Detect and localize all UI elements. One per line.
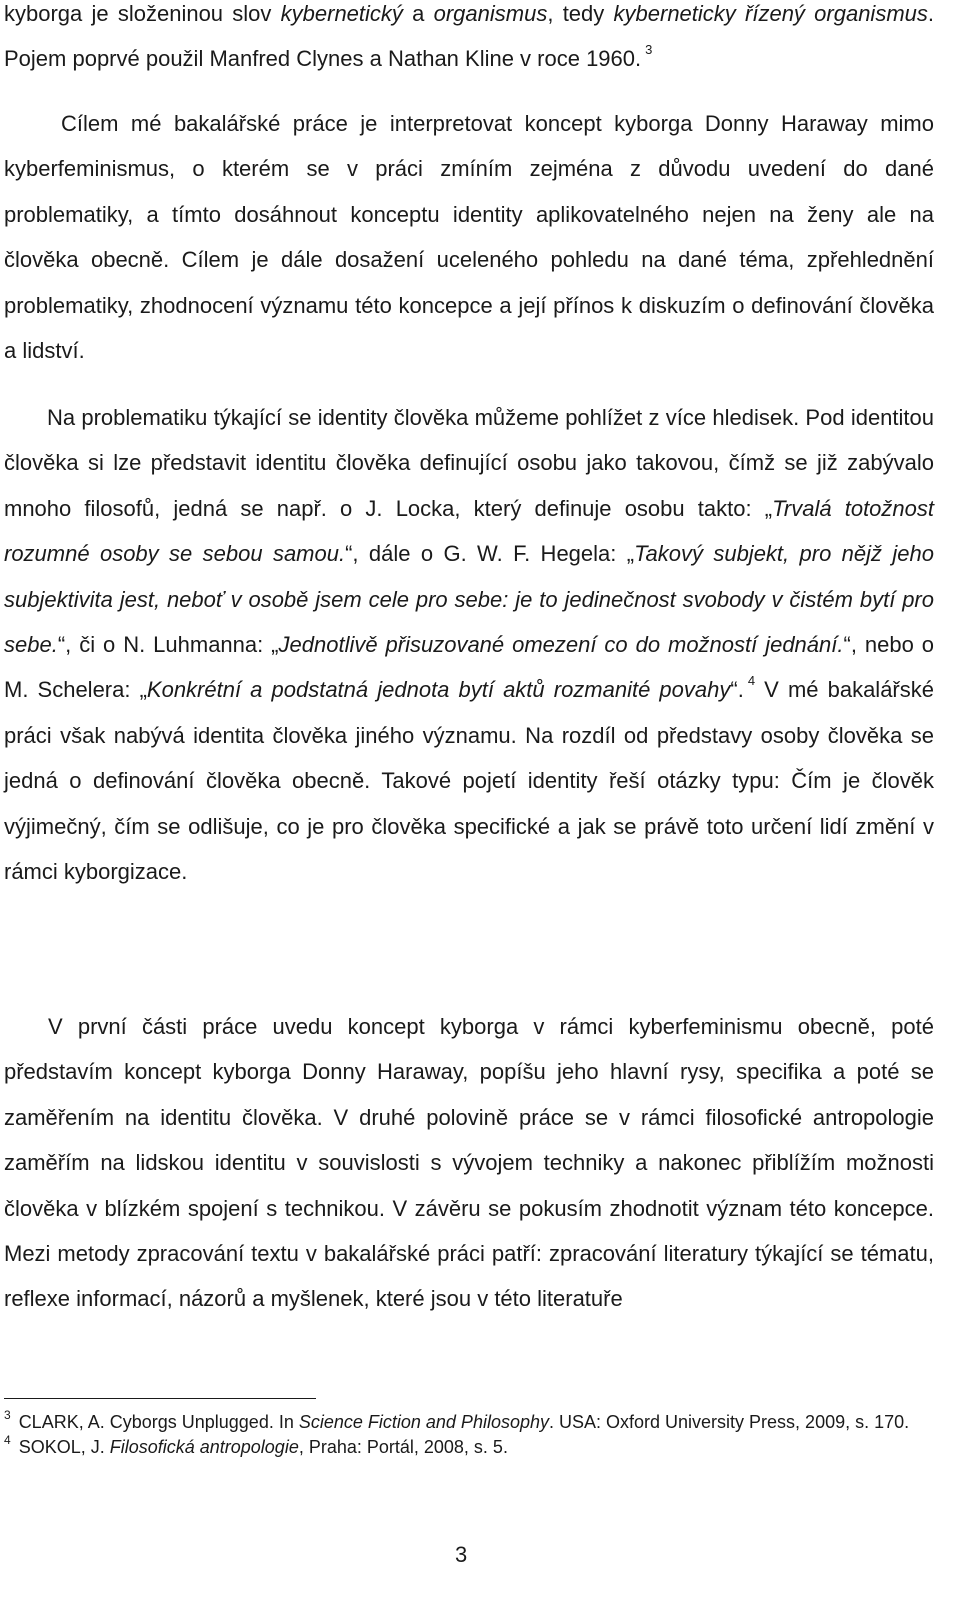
paragraph-thesis-aim: [4, 101, 934, 373]
footnote-ref[interactable]: 3: [645, 42, 653, 58]
footnote-ref[interactable]: 4: [747, 673, 756, 689]
footnote-4: [4, 1432, 934, 1460]
italic-quote: Takový subjekt, pro nějž jeho subjektivita jest, neboť v osobě jsem cele pro sebe: je to jedinečnost svobody v čistém bytí pro sebe.: [4, 541, 934, 658]
italic-quote: Trvalá totožnost rozumné osoby se sebou samou.: [4, 495, 934, 567]
footnotes: [4, 1410, 934, 1459]
footnote-number: 4: [4, 1432, 11, 1447]
footnote-number: 3: [4, 1408, 11, 1422]
text-span: Na problematiku týkající se identity člověka můžeme pohlížet z více hledisek. Pod identitou člověka si lze představit identitu člověka definující osobu jako takovou, čímž se již zabývalo mnoho filosofů, jedná se např. o J. Locka, který definuje osobu takto: „: [4, 405, 934, 521]
paragraph-structure: [4, 1004, 934, 1322]
text-span: , tedy: [547, 1, 614, 26]
footnote-3: [4, 1410, 934, 1435]
text-span: “, dále o G. W. F. Hegela: „: [345, 541, 635, 567]
text-span: “, nebo o M. Schelera: „: [4, 632, 934, 703]
paragraph-cyborg-definition: [4, 0, 934, 82]
italic-term: organismus: [433, 1, 548, 26]
footnote-separator: [4, 1398, 316, 1399]
text-span: SOKOL, J.: [18, 1436, 110, 1457]
text-span: V mé bakalářské práci však nabývá identita člověka jiného významu. Na rozdíl od představy osoby člověka se jedná o definování člověka obecně. Takové pojetí identity řeší otázky typu: Čím je člověk výjimečný, čím se odlišuje, co je pro člověka specifické a jak se právě toto určení lidí změní v rámci kyborgizace.: [4, 677, 934, 885]
text-span: “, či o N. Luhmanna: „: [57, 632, 279, 658]
text-span: kyborga je složeninou slov: [4, 1, 281, 26]
italic-term: kybernetický: [280, 1, 403, 26]
paragraph-identity: [4, 395, 934, 894]
text-span: , Praha: Portál, 2008, s. 5.: [298, 1436, 508, 1457]
italic-title: Science Fiction and Philosophy: [298, 1412, 549, 1432]
italic-quote: Konkrétní a podstatná jednota bytí aktů rozmanité povahy: [146, 677, 731, 703]
text-span: . USA: Oxford University Press, 2009, s. 170.: [549, 1412, 910, 1432]
italic-quote: Jednotlivě přisuzované omezení co do možností jednání.: [278, 632, 844, 658]
text-span: a: [402, 1, 434, 26]
text-span: V první části práce uvedu koncept kyborga v rámci kyberfeminismu obecně, poté představím koncept kyborga Donny Haraway, popíšu jeho hlavní rysy, specifika a poté se zaměřením na identitu člověka. V druhé polovině práce se v rámci filosofické antropologie zaměřím na lidskou identitu v souvislosti s vývojem techniky a nakonec přiblížím možnosti člověka v blízkém spojení s technikou. V závěru se pokusím zhodnotit význam této koncepce. Mezi metody zpracování textu v bakalářské práci patří: zpracování literatury týkající se tématu, reflexe informací, názorů a myšlenek, které jsou v této literatuře: [4, 1014, 934, 1312]
italic-title: Filosofická antropologie: [109, 1436, 299, 1457]
text-span: CLARK, A. Cyborgs Unplugged. In: [18, 1412, 299, 1432]
text-span: “.: [730, 677, 744, 703]
page-number: 3: [455, 1542, 468, 1567]
text-span: . Pojem poprvé použil Manfred Clynes a Nathan Kline v roce 1960.: [4, 1, 934, 72]
text-span: Cílem mé bakalářské práce je interpretovat koncept kyborga Donny Haraway mimo kyberfeminismus, o kterém se v práci zmíním zejména z důvodu uvedení do dané problematiky, a tímto dosáhnout konceptu identity aplikovatelného nejen na ženy ale na člověka obecně. Cílem je dále dosažení uceleného pohledu na dané téma, zpřehlednění problematiky, zhodnocení významu této koncepce a její přínos k diskuzím o definování člověka a lidství.: [4, 111, 934, 364]
italic-term: kyberneticky řízený organismus: [613, 1, 928, 26]
